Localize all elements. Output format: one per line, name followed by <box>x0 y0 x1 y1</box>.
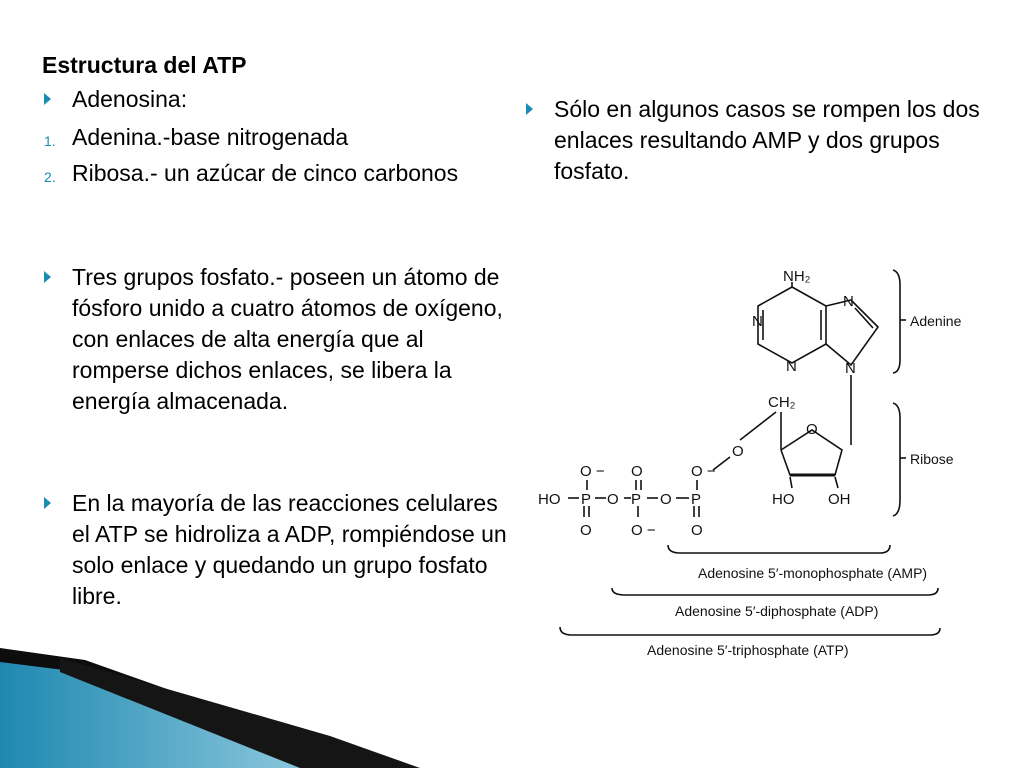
bridge-o-label: O <box>732 443 744 460</box>
o-top2-label: O <box>631 463 643 480</box>
p-beta-label: P <box>631 491 642 508</box>
o-bottom1-label: O <box>580 522 592 539</box>
o-minus-bottom2-label: O − <box>631 522 656 539</box>
n7-label: N <box>843 293 854 310</box>
list-number: 2. <box>44 169 56 185</box>
p-gamma-label: P <box>691 491 702 508</box>
ho-ribose-label: HO <box>772 491 795 508</box>
o-minus-top1-label: O − <box>580 463 605 480</box>
ribose-o-label: O <box>806 421 818 438</box>
amp-caption: Adenosine 5′-monophosphate (AMP) <box>698 565 928 581</box>
o-minus-top3-label: O − <box>691 463 716 480</box>
n1-label: N <box>752 313 763 330</box>
slide-title: Estructura del ATP <box>42 52 247 78</box>
hidrolisis-text: En la mayoría de las reacciones celulares el ATP se hidroliza a ADP, rompiéndose un solo enlace y quedando un grupo fosfato libre. <box>72 490 507 609</box>
adenosina-text: Adenosina: <box>72 86 188 112</box>
amp-text: Sólo en algunos casos se rompen los dos enlaces resultando AMP y dos grupos fosfato. <box>554 96 980 184</box>
ho-phosphate-label: HO <box>538 491 561 508</box>
adp-caption: Adenosine 5′-diphosphate (ADP) <box>675 603 879 619</box>
o-bottom3-label: O <box>691 522 703 539</box>
n3-label: N <box>786 358 797 375</box>
o-link1-label: O <box>607 491 619 508</box>
o-link2-label: O <box>660 491 672 508</box>
ch2-label: CH₂ <box>768 394 796 411</box>
adenina-text: Adenina.-base nitrogenada <box>72 124 349 150</box>
adenine-caption: Adenine <box>910 313 962 329</box>
oh-ribose-label: OH <box>828 491 851 508</box>
list-number: 1. <box>44 133 56 149</box>
ribosa-text: Ribosa.- un azúcar de cinco carbonos <box>72 160 459 186</box>
atp-caption: Adenosine 5′-triphosphate (ATP) <box>647 642 849 658</box>
p-alpha-label: P <box>581 491 592 508</box>
n9-label: N <box>845 360 856 377</box>
ribose-caption: Ribose <box>910 451 954 467</box>
nh2-label: NH₂ <box>783 268 811 285</box>
fosfato-text: Tres grupos fosfato.- poseen un átomo de fósforo unido a cuatro átomos de oxígeno, con enlaces de alta energía que al romperse dichos enlaces, se libera la energía almacenada. <box>72 264 503 414</box>
